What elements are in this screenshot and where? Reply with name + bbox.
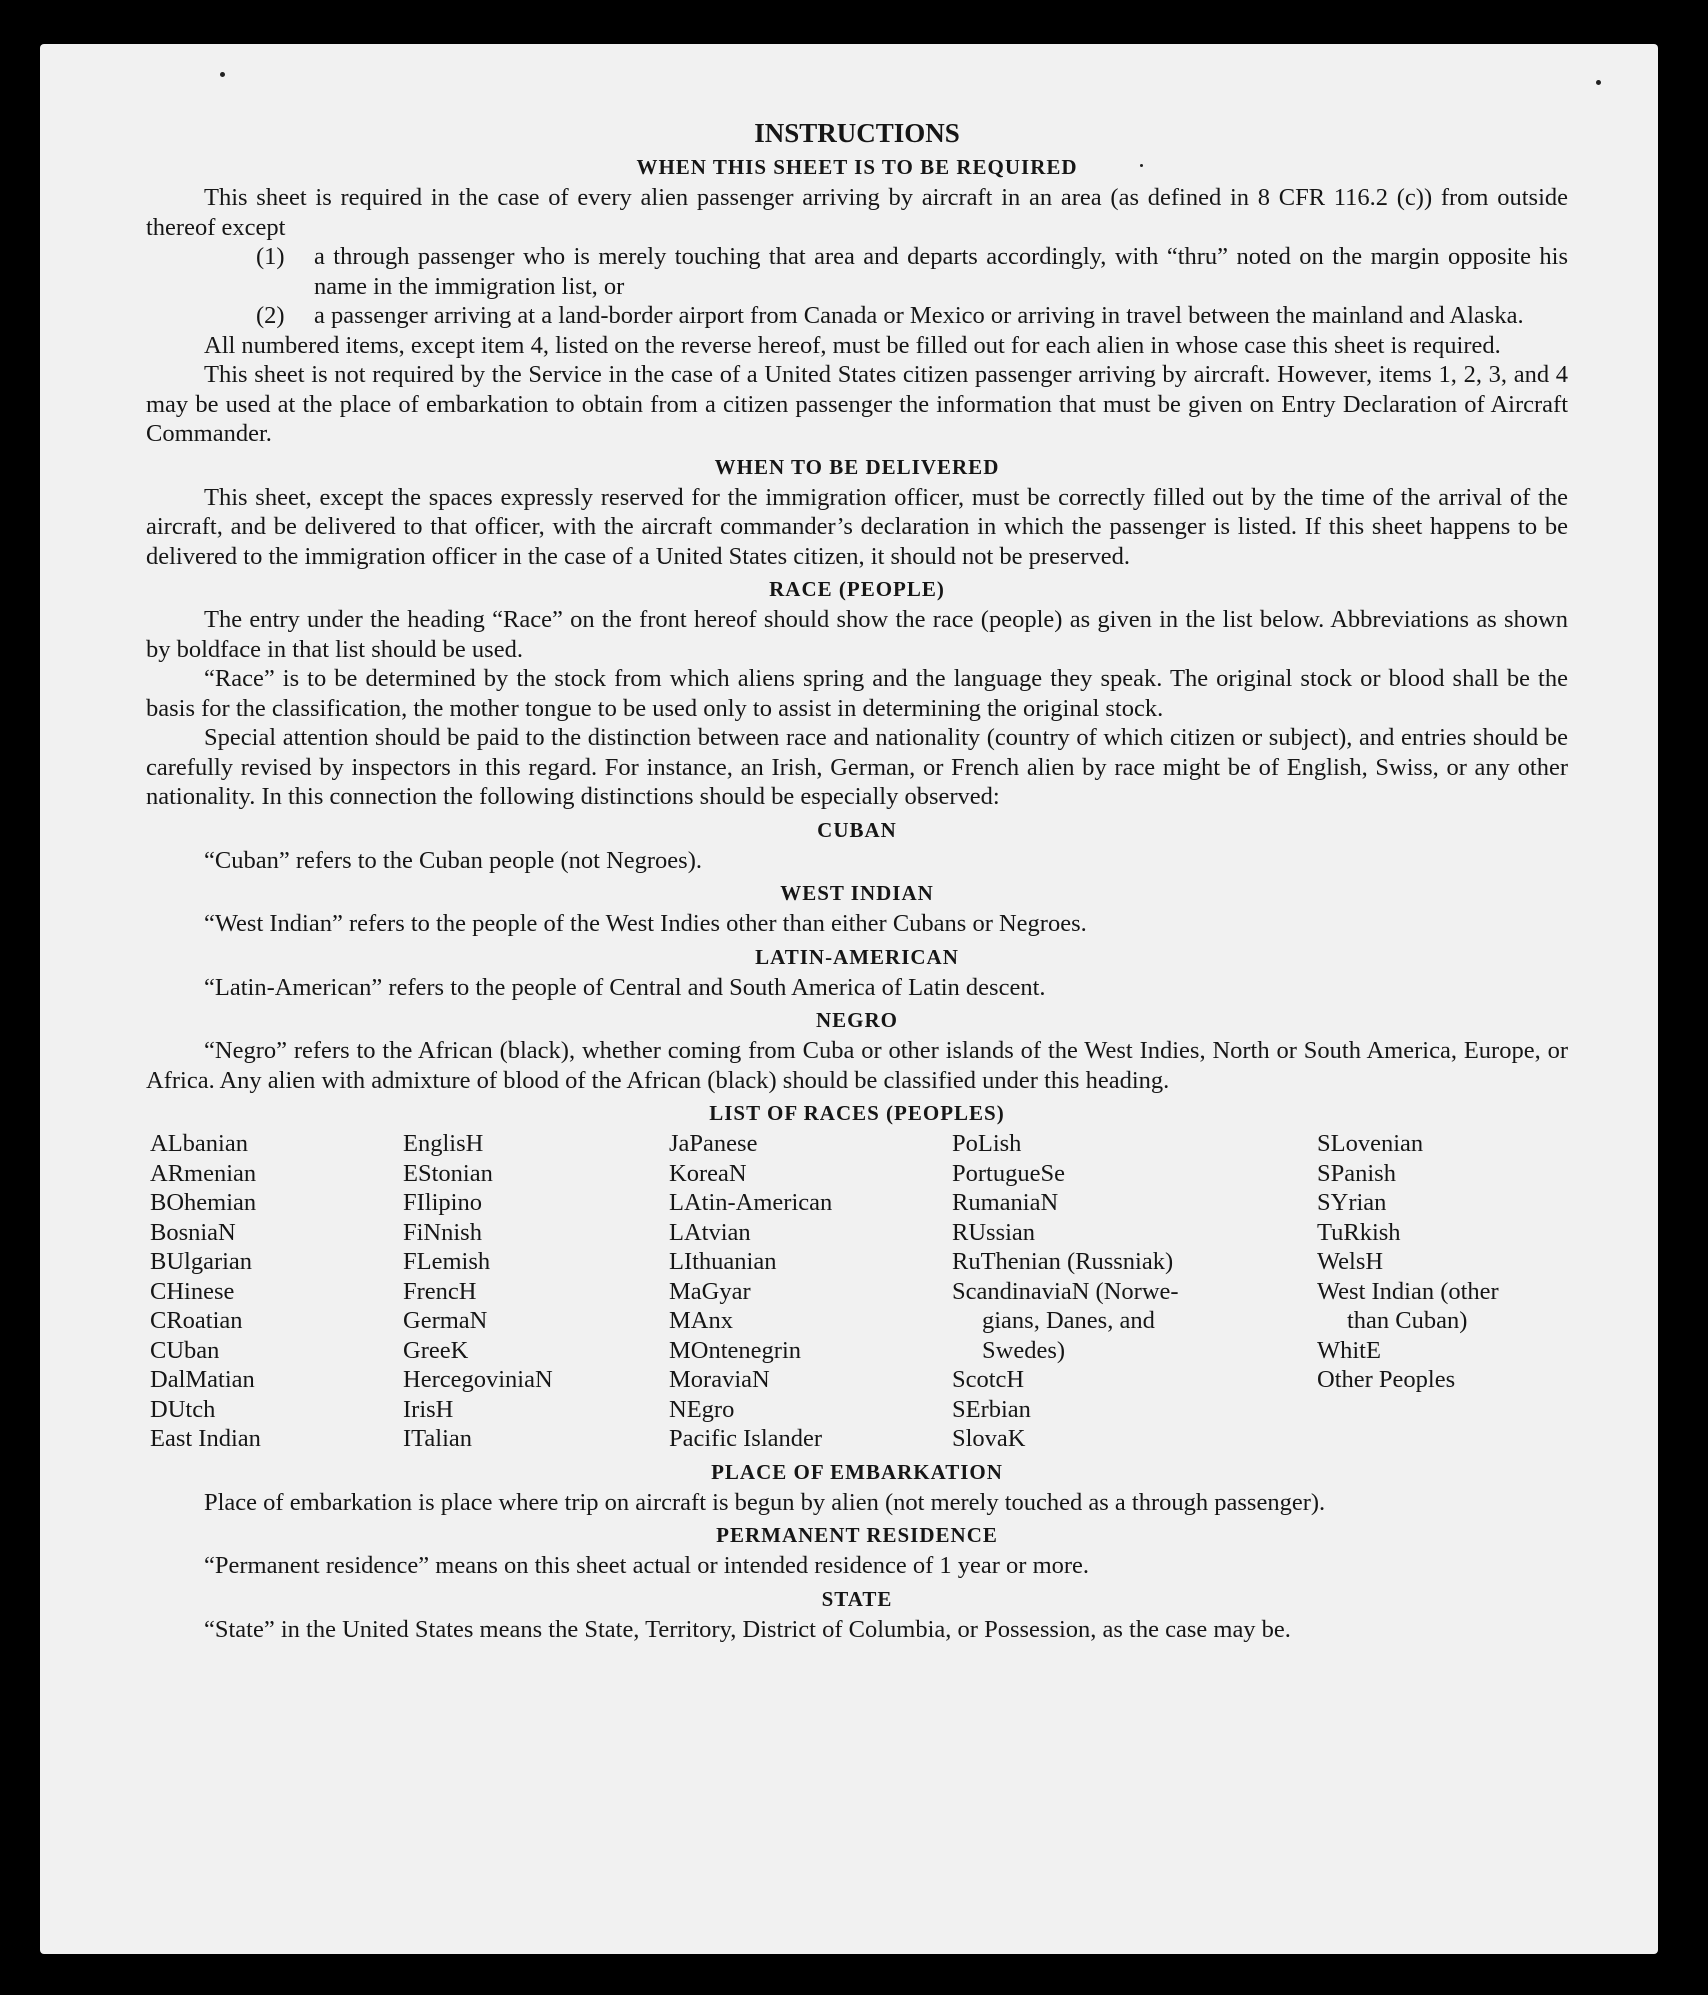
race-entry: CRoatian — [150, 1307, 243, 1334]
race-entry: CHinese — [150, 1277, 235, 1305]
section-heading-negro: NEGRO — [815, 1008, 898, 1032]
residence-paragraph: “Permanent residence” means on this sheet actual or intended residence of 1 year or more. — [204, 1552, 1090, 1579]
race-entry: MAnx — [669, 1307, 733, 1334]
delivered-paragraph: This sheet, except the spaces expressly reserved for the immigration officer, must be correctly filled out by the time of the arrival of the aircraft, and be delivered to that officer, with the aircraft commander’s declaration in which the passenger is listed. If this sheet happens to be delivered to the immigration officer in the case of a United States citizen, it should not be preserved. — [146, 483, 1568, 570]
required-paragraph-1: This sheet is required in the case of every alien passenger arriving by aircraft in an area (as defined in 8 CFR 116.2 (c)) from outside thereof except — [146, 184, 1568, 241]
section-heading-latin-american: LATIN-AMERICAN — [755, 944, 959, 969]
race-paragraph-3: Special attention should be paid to the distinction between race and nationality (country of which citizen or subject), and entries should be carefully revised by inspectors in this regard. For instance, an Irish, German, or French alien by race might be of English, Swiss, or any other nationality. In this connection the following distinctions should be especially observed: — [146, 724, 1568, 810]
race-entry: IrisH — [403, 1395, 454, 1423]
races-column — [403, 1129, 669, 1454]
races-column — [669, 1129, 952, 1454]
race-entry: DUtch — [150, 1395, 216, 1423]
race-entry: LIthuanian — [669, 1248, 777, 1275]
race-entry: WhitE — [1317, 1336, 1381, 1364]
race-paragraph-2: “Race” is to be determined by the stock from which aliens spring and the language they speak. The original stock or blood shall be the basis for the classification, the mother tongue to be used only to assist in determining the original stock. — [146, 665, 1568, 722]
race-entry: GreeK — [403, 1336, 469, 1364]
race-entry: RUssian — [952, 1218, 1036, 1246]
race-entry: Swedes) — [982, 1336, 1066, 1364]
races-column — [952, 1129, 1317, 1454]
race-entry: SErbian — [952, 1395, 1031, 1423]
section-heading-state: STATE — [821, 1586, 893, 1611]
races-column — [150, 1129, 403, 1454]
race-entry: SLovenian — [1317, 1130, 1424, 1157]
race-entry: West Indian (other — [1317, 1277, 1499, 1305]
race-entry: Other Peoples — [1317, 1366, 1456, 1393]
race-entry: GermaN — [403, 1307, 488, 1334]
races-list — [150, 1129, 1568, 1454]
race-entry: BUlgarian — [150, 1248, 253, 1275]
section-heading-delivered: WHEN TO BE DELIVERED — [714, 454, 1000, 479]
negro-paragraph: “Negro” refers to the African (black), whether coming from Cuba or other islands of the West Indies, North or South America, Europe, or Africa. Any alien with admixture of blood of the African (black) should be classified under this heading. — [146, 1037, 1568, 1094]
race-entry: EStonian — [403, 1159, 493, 1187]
race-entry: MaGyar — [669, 1277, 751, 1305]
race-entry: than Cuban) — [1347, 1307, 1468, 1334]
section-heading-cuban: CUBAN — [817, 817, 897, 842]
cuban-paragraph: “Cuban” refers to the Cuban people (not Negroes). — [204, 846, 702, 874]
race-entry: DalMatian — [150, 1366, 255, 1393]
instructions-content — [146, 118, 1568, 1644]
race-entry: gians, Danes, and — [982, 1307, 1155, 1334]
item-text: a passenger arriving at a land-border airport from Canada or Mexico or arriving in travel between the mainland and Alaska. — [314, 302, 1524, 329]
race-entry: ScotcH — [952, 1366, 1025, 1393]
item-text: a through passenger who is merely touching that area and departs accordingly, with “thru” noted on the margin opposite his name in the immigration list, or — [314, 243, 1568, 300]
race-entry: FLemish — [403, 1248, 491, 1275]
section-heading-embarkation: PLACE OF EMBARKATION — [711, 1459, 1003, 1484]
race-entry: East Indian — [150, 1425, 261, 1452]
specks — [220, 72, 225, 77]
item-number: (2) — [256, 302, 285, 329]
race-entry: ARmenian — [150, 1159, 257, 1187]
race-entry: PortugueSe — [952, 1159, 1065, 1187]
required-paragraph-2: All numbered items, except item 4, listed on the reverse hereof, must be filled out for each alien in whose case this sheet is required. — [204, 331, 1501, 359]
race-entry: LAtin-American — [669, 1189, 833, 1216]
race-entry: RuThenian (Russniak) — [952, 1248, 1174, 1275]
race-entry: FIlipino — [403, 1189, 482, 1216]
race-entry: WelsH — [1317, 1248, 1384, 1275]
document-page — [40, 44, 1658, 1954]
race-entry: MOntenegrin — [669, 1336, 801, 1364]
race-entry: PoLish — [952, 1130, 1022, 1157]
page-title: INSTRUCTIONS — [754, 118, 960, 148]
section-heading-west-indian: WEST INDIAN — [780, 881, 934, 905]
section-heading-residence: PERMANENT RESIDENCE — [716, 1523, 998, 1547]
item-number: (1) — [256, 243, 285, 270]
race-entry: SlovaK — [952, 1425, 1026, 1452]
race-entry: ALbanian — [150, 1130, 248, 1157]
race-entry: FiNnish — [403, 1218, 482, 1246]
specks — [1596, 80, 1601, 85]
embarkation-paragraph: Place of embarkation is place where trip on aircraft is begun by alien (not merely touched as a through passenger). — [204, 1488, 1326, 1516]
race-entry: FrencH — [403, 1277, 477, 1305]
race-entry: RumaniaN — [952, 1189, 1059, 1216]
races-column — [1317, 1129, 1572, 1454]
race-entry: KoreaN — [669, 1159, 747, 1187]
race-entry: ITalian — [403, 1425, 473, 1452]
race-entry: SYrian — [1317, 1189, 1387, 1216]
race-entry: LAtvian — [669, 1218, 751, 1246]
race-entry: HercegoviniaN — [403, 1366, 553, 1393]
race-entry: BOhemian — [150, 1189, 257, 1216]
west-indian-paragraph: “West Indian” refers to the people of the West Indies other than either Cubans or Negroes. — [204, 910, 1087, 937]
race-entry: MoraviaN — [669, 1366, 770, 1393]
race-entry: ScandinaviaN (Norwe- — [952, 1277, 1179, 1305]
race-entry: JaPanese — [669, 1130, 758, 1157]
race-entry: CUban — [150, 1336, 220, 1364]
list-item — [146, 301, 1568, 331]
race-entry: SPanish — [1317, 1159, 1396, 1187]
race-entry: BosniaN — [150, 1218, 236, 1246]
section-heading-race: RACE (PEOPLE) — [769, 577, 945, 601]
race-entry: NEgro — [669, 1395, 735, 1423]
list-item — [146, 242, 1568, 301]
state-paragraph: “State” in the United States means the State, Territory, District of Columbia, or Possession, as the case may be. — [204, 1615, 1291, 1643]
race-entry: EnglisH — [403, 1130, 484, 1157]
race-entry: TuRkish — [1317, 1218, 1401, 1246]
required-paragraph-3: This sheet is not required by the Service in the case of a United States citizen passenger arriving by aircraft. However, items 1, 2, 3, and 4 may be used at the place of embarkation to obtain from a citizen passenger the information that must be given on Entry Declaration of Aircraft Commander. — [146, 361, 1568, 447]
exception-list — [146, 242, 1568, 331]
section-heading-required: WHEN THIS SHEET IS TO BE REQUIRED — [636, 155, 1078, 179]
race-paragraph-1: The entry under the heading “Race” on the front hereof should show the race (people) as given in the list below. Abbreviations as shown by boldface in that list should be used. — [146, 606, 1568, 663]
race-entry: Pacific Islander — [669, 1425, 823, 1452]
section-heading-races: LIST OF RACES (PEOPLES) — [709, 1101, 1005, 1125]
latin-american-paragraph: “Latin-American” refers to the people of Central and South America of Latin descent. — [204, 973, 1046, 1001]
